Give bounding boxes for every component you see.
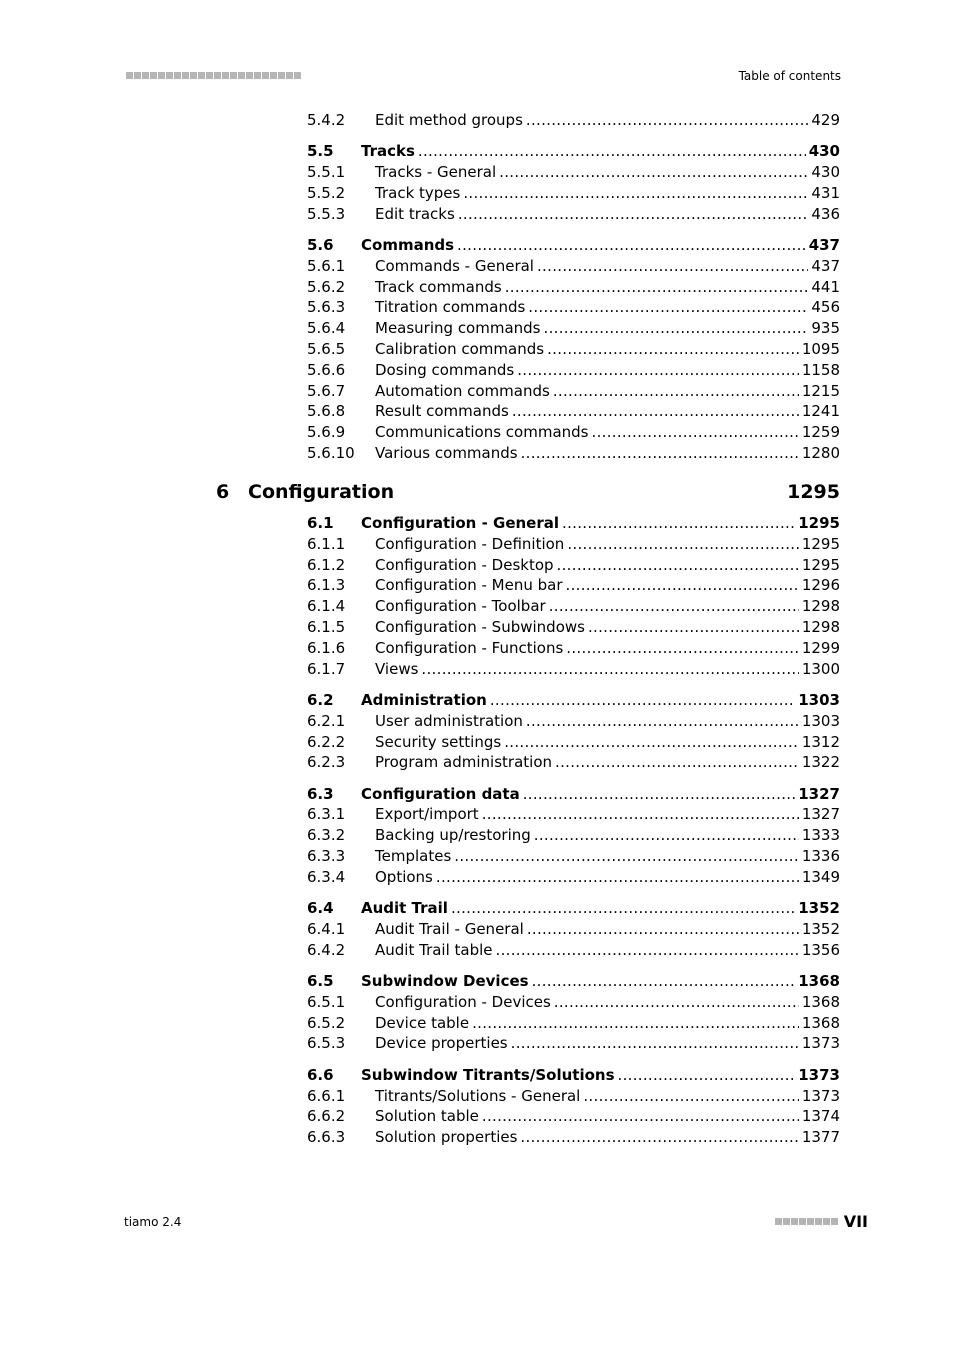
decoration-square [158, 72, 165, 79]
entry-title: Export/import [375, 805, 479, 824]
decoration-square [230, 72, 237, 79]
entry-title: Titrants/Solutions - General [375, 1086, 581, 1105]
decoration-square [206, 72, 213, 79]
entry-number: 5.6.8 [307, 402, 346, 421]
entry-title: Configuration - Subwindows [375, 618, 585, 636]
leader-dots [554, 993, 799, 1011]
entry-title: Program administration [375, 753, 553, 772]
entry-number: 5.4.2 [307, 111, 346, 129]
entry-page: 1368 [798, 972, 840, 990]
leader-dots [528, 298, 808, 316]
decoration-square [222, 72, 229, 79]
toc-subsection-entry[interactable] [307, 444, 840, 464]
leader-dots [436, 868, 799, 886]
entry-number: 5.5.3 [307, 204, 346, 223]
leader-dots [490, 691, 795, 709]
leader-dots [512, 402, 799, 420]
entry-page: 1300 [801, 659, 840, 678]
toc-subsection-entry[interactable] [307, 1087, 840, 1107]
leader-dots [526, 712, 799, 730]
leader-dots [562, 514, 795, 532]
entry-page: 1280 [801, 444, 840, 462]
entry-number: 6.5.3 [307, 1034, 346, 1053]
entry-title: Templates [375, 847, 452, 865]
decoration-square [126, 72, 133, 79]
toc-subsection-entry[interactable] [307, 423, 840, 443]
entry-title: Calibration commands [375, 340, 545, 358]
entry-title: Subwindow Titrants/Solutions [361, 1065, 615, 1084]
toc-section-entry[interactable] [307, 691, 840, 711]
toc-subsection-entry[interactable] [307, 402, 840, 422]
entry-title: Configuration data [361, 784, 520, 803]
toc-subsection-entry[interactable] [307, 556, 840, 576]
decoration-square [214, 72, 221, 79]
chapter-page: 1295 [787, 481, 840, 503]
decoration-square [286, 72, 293, 79]
entry-number: 5.6.2 [307, 277, 346, 296]
toc-subsection-entry[interactable] [307, 319, 840, 339]
decoration-square [823, 1218, 830, 1225]
entry-title: Dosing commands [375, 360, 515, 379]
entry-title: Edit method groups [375, 111, 523, 129]
entry-number: 5.5.2 [307, 183, 346, 202]
toc-subsection-entry[interactable] [307, 993, 840, 1013]
toc-subsection-entry[interactable] [307, 826, 840, 846]
chapter-entry[interactable] [216, 481, 840, 507]
entry-title: Audit Trail [361, 899, 448, 918]
toc-subsection-entry[interactable] [307, 361, 840, 381]
entry-page: 1295 [801, 555, 840, 574]
running-header: Table of contents [738, 69, 841, 83]
entry-page: 1298 [801, 618, 840, 636]
entry-page: 1303 [801, 711, 840, 730]
leader-dots [588, 618, 799, 636]
entry-title: Audit Trail - General [375, 919, 524, 938]
entry-title: Track commands [375, 277, 502, 296]
entry-number: 6.6 [307, 1065, 334, 1084]
entry-number: 6.5.2 [307, 1013, 346, 1032]
entry-number: 6.5.1 [307, 992, 346, 1011]
entry-page: 1296 [801, 576, 840, 595]
entry-number: 5.6.7 [307, 381, 346, 400]
toc-subsection-entry[interactable] [307, 868, 840, 888]
entry-title: Measuring commands [375, 319, 541, 338]
entry-title: Backing up/restoring [375, 826, 531, 845]
decoration-square [775, 1218, 782, 1225]
decoration-square [262, 72, 269, 79]
entry-page: 1295 [798, 514, 840, 532]
toc-subsection-entry[interactable] [307, 618, 840, 638]
entry-page: 1336 [801, 847, 840, 865]
leader-dots [534, 826, 799, 844]
entry-number: 5.6.3 [307, 298, 346, 317]
leader-dots [458, 205, 809, 223]
entry-page: 1374 [801, 1107, 840, 1126]
toc-subsection-entry[interactable] [307, 733, 840, 753]
leader-dots [555, 753, 799, 771]
leader-dots [549, 597, 799, 615]
entry-title: Solution properties [375, 1128, 518, 1147]
entry-number: 6.1.2 [307, 555, 346, 574]
entry-page: 1241 [801, 402, 840, 421]
entry-number: 6.1.6 [307, 638, 346, 657]
footer-page-block [775, 1212, 868, 1231]
entry-page: 430 [811, 163, 840, 182]
entry-number: 6.1.7 [307, 659, 346, 678]
entry-title: Configuration - Menu bar [375, 576, 563, 595]
footer-product: tiamo 2.4 [124, 1215, 182, 1229]
entry-page: 1368 [801, 992, 840, 1011]
toc-subsection-entry[interactable] [307, 340, 840, 360]
toc-subsection-entry[interactable] [307, 639, 840, 659]
entry-title: Device table [375, 1013, 470, 1032]
entry-page: 456 [811, 298, 840, 317]
entry-number: 5.6.6 [307, 360, 346, 379]
chapter-number: 6 [216, 481, 230, 503]
entry-number: 6.2.2 [307, 732, 346, 751]
decoration-square [182, 72, 189, 79]
entry-number: 6.2.1 [307, 711, 346, 730]
entry-number: 6.1.4 [307, 597, 346, 616]
decoration-square [294, 72, 301, 79]
decoration-square [783, 1218, 790, 1225]
entry-number: 5.6.9 [307, 423, 346, 442]
toc-subsection-entry[interactable] [307, 753, 840, 773]
entry-number: 5.6.1 [307, 256, 346, 275]
footer-decoration [775, 1218, 838, 1225]
entry-title: User administration [375, 711, 523, 730]
leader-dots [547, 340, 799, 358]
entry-page: 430 [808, 142, 840, 161]
entry-number: 5.6.10 [307, 444, 355, 462]
decoration-square [150, 72, 157, 79]
leader-dots [520, 1128, 798, 1146]
toc-section-entry[interactable] [307, 899, 840, 919]
entry-number: 6.3.1 [307, 805, 346, 824]
decoration-square [791, 1218, 798, 1225]
header-decoration [126, 72, 301, 80]
entry-title: Track types [375, 183, 461, 202]
toc-subsection-entry[interactable] [307, 184, 840, 204]
toc-section-entry[interactable] [307, 514, 840, 534]
leader-dots [482, 805, 799, 823]
decoration-square [807, 1218, 814, 1225]
entry-number: 6.3.3 [307, 847, 346, 865]
entry-number: 6.2.3 [307, 753, 346, 772]
entry-number: 6.1.5 [307, 618, 346, 636]
entry-title: Tracks [361, 142, 415, 161]
toc-subsection-entry[interactable] [307, 712, 840, 732]
entry-title: Audit Trail table [375, 940, 493, 959]
toc-subsection-entry[interactable] [307, 1128, 840, 1148]
entry-number: 6.3.2 [307, 826, 346, 845]
leader-dots [418, 142, 806, 160]
toc-subsection-entry[interactable] [307, 382, 840, 402]
toc-subsection-entry[interactable] [307, 920, 840, 940]
entry-number: 6.6.2 [307, 1107, 346, 1126]
entry-number: 6.5 [307, 972, 334, 990]
entry-number: 5.5.1 [307, 163, 346, 182]
entry-page: 1095 [801, 340, 840, 358]
entry-number: 6.3 [307, 784, 334, 803]
decoration-square [134, 72, 141, 79]
toc-subsection-entry[interactable] [307, 941, 840, 961]
entry-number: 6.4.1 [307, 919, 346, 938]
decoration-square [142, 72, 149, 79]
leader-dots [527, 920, 799, 938]
entry-title: Security settings [375, 732, 502, 751]
leader-dots [499, 163, 808, 181]
decoration-square [174, 72, 181, 79]
toc-subsection-entry[interactable] [307, 576, 840, 596]
entry-number: 5.5 [307, 142, 334, 161]
entry-page: 1295 [801, 534, 840, 553]
leader-dots [504, 733, 799, 751]
decoration-square [198, 72, 205, 79]
entry-page: 1298 [801, 597, 840, 616]
entry-page: 1352 [801, 919, 840, 938]
leader-dots [472, 1014, 799, 1032]
entry-title: Configuration - General [361, 514, 560, 532]
entry-title: Administration [361, 690, 487, 709]
entry-page: 431 [811, 183, 840, 202]
leader-dots [463, 184, 808, 202]
entry-title: Tracks - General [375, 163, 497, 182]
entry-title: Device properties [375, 1034, 508, 1053]
entry-page: 1322 [801, 753, 840, 772]
leader-dots [511, 1034, 799, 1052]
entry-title: Configuration - Toolbar [375, 597, 546, 616]
entry-page: 1303 [798, 690, 840, 709]
leader-dots [482, 1107, 799, 1125]
toc-subsection-entry[interactable] [307, 111, 840, 131]
leader-dots [505, 278, 809, 296]
toc-subsection-entry[interactable] [307, 805, 840, 825]
decoration-square [190, 72, 197, 79]
leader-dots [532, 972, 796, 990]
entry-page: 1299 [801, 638, 840, 657]
entry-number: 6.4.2 [307, 940, 346, 959]
entry-page: 1356 [801, 940, 840, 959]
entry-title: Subwindow Devices [361, 972, 529, 990]
decoration-square [270, 72, 277, 79]
entry-page: 441 [811, 277, 840, 296]
entry-title: Commands [361, 236, 455, 254]
entry-number: 6.4 [307, 899, 334, 918]
leader-dots [553, 382, 799, 400]
toc-section-entry[interactable] [307, 236, 840, 256]
page-number: VII [843, 1212, 868, 1231]
leader-dots [566, 576, 799, 594]
entry-page: 436 [811, 204, 840, 223]
chapter-title: Configuration [248, 481, 395, 503]
toc-section-entry[interactable] [307, 972, 840, 992]
leader-dots [618, 1066, 796, 1084]
leader-dots [421, 660, 798, 678]
toc-subsection-entry[interactable] [307, 205, 840, 225]
decoration-square [246, 72, 253, 79]
decoration-square [238, 72, 245, 79]
entry-number: 6.1 [307, 514, 334, 532]
leader-dots [583, 1087, 798, 1105]
entry-page: 1259 [801, 423, 840, 442]
leader-dots [557, 556, 799, 574]
toc-subsection-entry[interactable] [307, 257, 840, 277]
entry-title: Configuration - Definition [375, 534, 565, 553]
entry-number: 6.6.3 [307, 1128, 346, 1147]
entry-page: 1349 [801, 867, 840, 886]
toc-subsection-entry[interactable] [307, 597, 840, 617]
entry-page: 1215 [801, 381, 840, 400]
entry-title: Titration commands [375, 298, 526, 317]
entry-page: 1377 [801, 1128, 840, 1147]
entry-page: 1373 [798, 1065, 840, 1084]
leader-dots [526, 111, 808, 129]
entry-title: Configuration - Devices [375, 992, 551, 1011]
entry-title: Various commands [375, 444, 518, 462]
entry-title: Views [375, 659, 419, 678]
entry-number: 6.1.1 [307, 534, 346, 553]
leader-dots [454, 847, 799, 865]
decoration-square [815, 1218, 822, 1225]
leader-dots [566, 639, 799, 657]
entry-number: 5.6.5 [307, 340, 346, 358]
entry-number: 6.3.4 [307, 867, 346, 886]
toc-subsection-entry[interactable] [307, 535, 840, 555]
entry-page: 429 [811, 111, 840, 129]
entry-number: 6.2 [307, 690, 334, 709]
entry-title: Edit tracks [375, 204, 455, 223]
entry-page: 1327 [801, 805, 840, 824]
entry-page: 1373 [801, 1086, 840, 1105]
leader-dots [521, 444, 799, 462]
entry-title: Result commands [375, 402, 509, 421]
leader-dots [537, 257, 808, 275]
leader-dots [544, 319, 809, 337]
toc-subsection-entry[interactable] [307, 298, 840, 318]
toc-section-entry[interactable] [307, 142, 840, 162]
entry-page: 1312 [801, 732, 840, 751]
entry-title: Solution table [375, 1107, 479, 1126]
entry-number: 5.6 [307, 236, 334, 254]
toc-section-entry[interactable] [307, 1066, 840, 1086]
toc-subsection-entry[interactable] [307, 1034, 840, 1054]
decoration-square [278, 72, 285, 79]
entry-title: Configuration - Desktop [375, 555, 554, 574]
entry-number: 5.6.4 [307, 319, 346, 338]
entry-number: 6.1.3 [307, 576, 346, 595]
entry-title: Options [375, 867, 433, 886]
entry-page: 935 [811, 319, 840, 338]
leader-dots [496, 941, 799, 959]
entry-page: 437 [811, 256, 840, 275]
toc-subsection-entry[interactable] [307, 163, 840, 183]
leader-dots [567, 535, 799, 553]
leader-dots [592, 423, 799, 441]
toc-subsection-entry[interactable] [307, 847, 840, 867]
entry-page: 1352 [798, 899, 840, 918]
entry-page: 1333 [801, 826, 840, 845]
entry-page: 1327 [798, 784, 840, 803]
leader-dots [457, 236, 806, 254]
decoration-square [166, 72, 173, 79]
entry-title: Commands - General [375, 256, 534, 275]
decoration-square [831, 1218, 838, 1225]
entry-page: 1373 [801, 1034, 840, 1053]
leader-dots [523, 785, 796, 803]
entry-page: 1158 [801, 360, 840, 379]
entry-page: 437 [808, 236, 840, 254]
leader-dots [517, 361, 799, 379]
decoration-square [254, 72, 261, 79]
entry-number: 6.6.1 [307, 1086, 346, 1105]
leader-dots [451, 899, 795, 917]
entry-title: Configuration - Functions [375, 638, 564, 657]
entry-title: Automation commands [375, 381, 550, 400]
toc-subsection-entry[interactable] [307, 1014, 840, 1034]
entry-page: 1368 [801, 1013, 840, 1032]
toc-subsection-entry[interactable] [307, 278, 840, 298]
decoration-square [799, 1218, 806, 1225]
toc-section-entry[interactable] [307, 785, 840, 805]
toc-subsection-entry[interactable] [307, 660, 840, 680]
entry-title: Communications commands [375, 423, 589, 442]
toc-subsection-entry[interactable] [307, 1107, 840, 1127]
